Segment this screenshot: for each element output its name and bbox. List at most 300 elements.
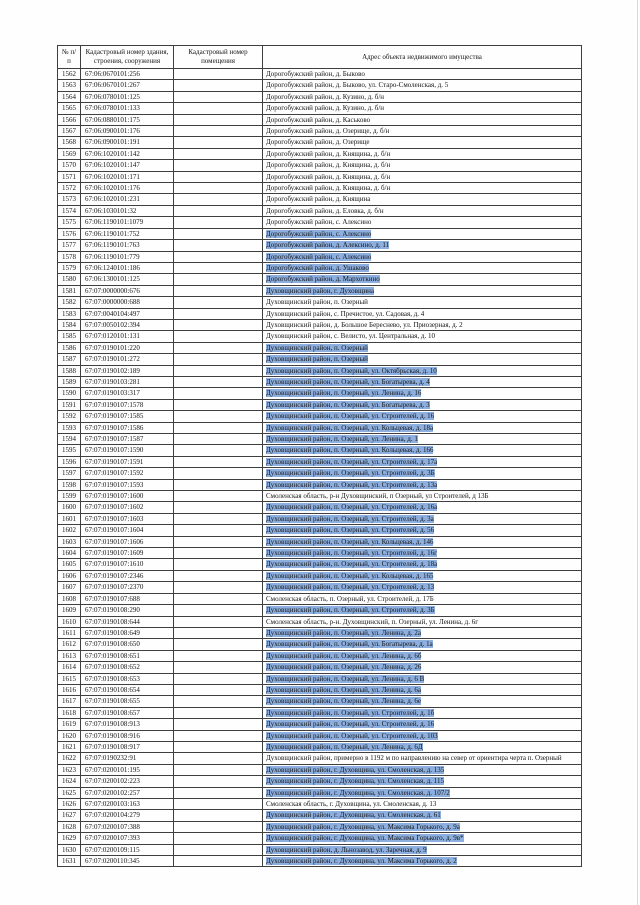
- cell-num: 1623: [58, 764, 81, 775]
- cell-cad-building: 67:07:0190107:1585: [81, 411, 174, 422]
- table-row: [58, 217, 582, 228]
- scan-edge-line: [637, 0, 638, 905]
- cell-cad-building: 67:07:0190107:688: [81, 593, 174, 604]
- cell-cad-room: [174, 262, 263, 273]
- cell-cad-building: 67:07:0190232:91: [81, 753, 174, 764]
- cell-cad-building: 67:06:0900101:176: [81, 126, 174, 137]
- cell-cad-room: [174, 627, 263, 638]
- table-row: [58, 753, 582, 764]
- cell-cad-building: 67:07:0190107:1590: [81, 445, 174, 456]
- cell-address: [263, 673, 582, 684]
- cell-num: 1631: [58, 856, 81, 867]
- cell-cad-building: 67:07:0190107:1606: [81, 536, 174, 547]
- cell-cad-building: 67:07:0190107:1610: [81, 559, 174, 570]
- table-row: [58, 662, 582, 673]
- cell-address: Дорогобужский район, д. Озерище, д. б/н: [263, 126, 582, 137]
- cell-cad-room: [174, 137, 263, 148]
- highlighted-address-text: Духовщинский район, п. Озерный: [266, 355, 368, 364]
- cell-cad-room: [174, 707, 263, 718]
- cell-cad-room: [174, 548, 263, 559]
- cell-num: 1601: [58, 513, 81, 524]
- cell-cad-room: [174, 422, 263, 433]
- cell-num: 1589: [58, 376, 81, 387]
- table-row: [58, 719, 582, 730]
- cell-cad-room: [174, 536, 263, 547]
- table-row: [58, 376, 582, 387]
- cell-address: [263, 285, 582, 296]
- cell-cad-room: [174, 160, 263, 171]
- highlighted-address-text: Духовщинский район, п. Озерный, ул. Строителей, д. 17а: [266, 457, 438, 466]
- highlighted-address-text: Духовщинский район, п. Озерный, ул. Ленина, д. 6Д: [266, 742, 423, 751]
- cell-num: 1562: [58, 69, 81, 80]
- cell-cad-building: 67:07:0190101:220: [81, 342, 174, 353]
- cell-address: [263, 399, 582, 410]
- cell-cad-room: [174, 662, 263, 673]
- cell-cad-room: [174, 456, 263, 467]
- cell-address: [263, 422, 582, 433]
- cell-address: [263, 764, 582, 775]
- cell-cad-building: 67:07:0190103:317: [81, 388, 174, 399]
- cell-address: [263, 354, 582, 365]
- cell-address: [263, 240, 582, 251]
- cell-address: [263, 228, 582, 239]
- table-row: [58, 434, 582, 445]
- cell-cad-building: 67:07:0190108:644: [81, 616, 174, 627]
- cell-num: 1613: [58, 650, 81, 661]
- cell-cad-room: [174, 764, 263, 775]
- cell-cad-building: 67:06:1020101:231: [81, 194, 174, 205]
- cell-num: 1602: [58, 525, 81, 536]
- cell-cad-room: [174, 251, 263, 262]
- cell-num: 1585: [58, 331, 81, 342]
- cell-address: Дорогобужский район, д. Еловка, д. б/н: [263, 205, 582, 216]
- cell-cad-room: [174, 799, 263, 810]
- cell-address: Смоленская область, р-н. Духовщинский, п. Озерный, ул. Ленина, д. 6г: [263, 616, 582, 627]
- table-row: [58, 240, 582, 251]
- cell-cad-building: 67:06:0670101:267: [81, 80, 174, 91]
- cell-address: [263, 274, 582, 285]
- cell-cad-building: 67:07:0190107:1600: [81, 491, 174, 502]
- cell-cad-room: [174, 411, 263, 422]
- cell-cad-room: [174, 605, 263, 616]
- table-row: [58, 650, 582, 661]
- cell-address: [263, 833, 582, 844]
- cell-cad-room: [174, 616, 263, 627]
- cell-address: [263, 787, 582, 798]
- cell-cad-building: 67:07:0190108:654: [81, 684, 174, 695]
- cell-num: 1563: [58, 80, 81, 91]
- cell-num: 1587: [58, 354, 81, 365]
- cell-cad-room: [174, 776, 263, 787]
- cell-cad-building: 67:06:1190101:752: [81, 228, 174, 239]
- cell-address: [263, 388, 582, 399]
- table-row: [58, 491, 582, 502]
- cell-num: 1579: [58, 262, 81, 273]
- cell-num: 1626: [58, 799, 81, 810]
- cell-num: 1592: [58, 411, 81, 422]
- table-row: [58, 354, 582, 365]
- cell-cad-building: 67:07:0190107:1587: [81, 434, 174, 445]
- cell-cad-building: 67:07:0190107:1591: [81, 456, 174, 467]
- cell-num: 1599: [58, 491, 81, 502]
- cell-cad-building: 67:07:0190108:652: [81, 662, 174, 673]
- cell-cad-room: [174, 342, 263, 353]
- cell-cad-room: [174, 194, 263, 205]
- cell-num: 1607: [58, 582, 81, 593]
- cell-address: Духовщинский район, с. Велисто, ул. Центральная, д. 10: [263, 331, 582, 342]
- cell-cad-building: 67:07:0200102:223: [81, 776, 174, 787]
- table-row: [58, 285, 582, 296]
- highlighted-address-text: Духовщинский район, п. Озерный, ул. Строителей, д. 3Б: [266, 606, 435, 615]
- cell-address: Дорогобужский район, д. Кузино, д. б/н: [263, 91, 582, 102]
- cell-cad-building: 67:07:0200109:115: [81, 844, 174, 855]
- table-row: [58, 730, 582, 741]
- cell-num: 1618: [58, 707, 81, 718]
- cell-cad-room: [174, 650, 263, 661]
- cell-cad-building: 67:07:0190108:655: [81, 696, 174, 707]
- cell-cad-room: [174, 103, 263, 114]
- cell-address: [263, 730, 582, 741]
- cell-cad-building: 67:06:1020101:176: [81, 183, 174, 194]
- cell-address: [263, 479, 582, 490]
- highlighted-address-text: Духовщинский район, п. Озерный, ул. Ленина, д. 26: [266, 663, 422, 672]
- cell-cad-room: [174, 570, 263, 581]
- cell-num: 1615: [58, 673, 81, 684]
- header-num: № п/п: [58, 46, 81, 69]
- cell-cad-room: [174, 525, 263, 536]
- cell-cad-building: 67:06:0780101:125: [81, 91, 174, 102]
- cell-cad-room: [174, 354, 263, 365]
- cell-cad-room: [174, 787, 263, 798]
- cell-address: [263, 707, 582, 718]
- cell-address: [263, 251, 582, 262]
- cell-num: 1630: [58, 844, 81, 855]
- highlighted-address-text: Духовщинский район, п. Озерный: [266, 343, 368, 352]
- cell-cad-building: 67:07:0190107:1604: [81, 525, 174, 536]
- table-row: [58, 856, 582, 867]
- highlighted-address-text: Духовщинский район, п. Озерный, ул. Строителей, д. 16: [266, 720, 435, 729]
- highlighted-address-text: Духовщинский район, п. Озерный, ул. Ленина, д. 1: [266, 435, 418, 443]
- cell-address: [263, 662, 582, 673]
- cell-cad-building: 67:07:0190103:281: [81, 376, 174, 387]
- cell-num: 1577: [58, 240, 81, 251]
- cell-address: Духовщинский район, п. Озерный: [263, 297, 582, 308]
- cell-cad-building: 67:06:1020101:142: [81, 148, 174, 159]
- table-row: [58, 319, 582, 330]
- cell-cad-room: [174, 205, 263, 216]
- cell-num: 1611: [58, 627, 81, 638]
- cell-address: [263, 468, 582, 479]
- cell-cad-building: 67:06:0900101:191: [81, 137, 174, 148]
- table-row: [58, 365, 582, 376]
- highlighted-address-text: Духовщинский район, п. Озерный, ул. Строителей, д. 1б: [266, 708, 435, 717]
- table-row: [58, 548, 582, 559]
- cell-cad-building: 67:07:0190108:649: [81, 627, 174, 638]
- table-body: [58, 69, 582, 867]
- table-row: [58, 91, 582, 102]
- highlighted-address-text: Духовщинский район, п. Озерный, ул. Ленина, д. 16: [266, 389, 422, 398]
- table-row: [58, 194, 582, 205]
- cell-cad-building: 67:07:0000000:688: [81, 297, 174, 308]
- highlighted-address-text: Духовщинский район, г. Духовщина: [266, 286, 374, 295]
- highlighted-address-text: Духовщинский район, г. Духовщина, ул. Максима Горького, д. 2: [266, 857, 457, 866]
- cell-num: 1625: [58, 787, 81, 798]
- highlighted-address-text: Духовщинский район, п. Озерный, ул. Ленина, д. 6 В: [266, 674, 425, 683]
- cell-num: 1596: [58, 456, 81, 467]
- cell-num: 1586: [58, 342, 81, 353]
- table-row: [58, 422, 582, 433]
- cell-num: 1591: [58, 399, 81, 410]
- cell-num: 1576: [58, 228, 81, 239]
- cell-address: Дорогобужский район, д. Княщина: [263, 194, 582, 205]
- cell-num: 1620: [58, 730, 81, 741]
- cell-address: [263, 821, 582, 832]
- table-row: [58, 525, 582, 536]
- cell-address: [263, 502, 582, 513]
- cell-address: Смоленская область, р-н Духовщинский, п Озерный, ул Строителей, д 13Б: [263, 491, 582, 502]
- cell-cad-building: 67:07:0190108:650: [81, 639, 174, 650]
- cell-cad-room: [174, 91, 263, 102]
- cell-num: 1567: [58, 126, 81, 137]
- cell-cad-room: [174, 297, 263, 308]
- cell-cad-building: 67:06:0880101:175: [81, 114, 174, 125]
- table-row: [58, 468, 582, 479]
- table-row: [58, 80, 582, 91]
- cell-cad-building: 67:07:0190107:1593: [81, 479, 174, 490]
- table-row: [58, 411, 582, 422]
- cell-cad-room: [174, 388, 263, 399]
- table-row: [58, 582, 582, 593]
- table-row: [58, 262, 582, 273]
- highlighted-address-text: Духовщинский район, п. Озерный, ул. Октябрьская, д. 10: [266, 366, 437, 375]
- highlighted-address-text: Духовщинский район, п. Озерный, ул. Строителей, д. 103: [266, 731, 438, 740]
- highlighted-address-text: Духовщинский район, п. Озерный, ул. Строителей, д. 16а: [266, 503, 438, 512]
- highlighted-address-text: Духовщинский район, п. Озерный, ул. Строителей, д. 56: [266, 526, 435, 535]
- table-row: [58, 160, 582, 171]
- cell-address: [263, 376, 582, 387]
- cell-cad-room: [174, 593, 263, 604]
- cell-num: 1580: [58, 274, 81, 285]
- cell-cad-building: 67:07:0190108:916: [81, 730, 174, 741]
- cell-address: Дорогобужский район, с. Алексино: [263, 217, 582, 228]
- table-row: [58, 103, 582, 114]
- cell-cad-building: 67:07:0190108:913: [81, 719, 174, 730]
- highlighted-address-text: Духовщинский район, п. Озерный, ул. Кольцевая, д. 18а: [266, 423, 434, 432]
- cell-cad-building: 67:07:0190107:1592: [81, 468, 174, 479]
- cell-address: Духовщинский район, с. Пречистое, ул. Садовая, д. 4: [263, 308, 582, 319]
- cell-cad-room: [174, 148, 263, 159]
- cell-cad-building: 67:07:0200110:345: [81, 856, 174, 867]
- highlighted-address-text: Духовщинский район, п. Озерный, ул. Кольцевая, д. 146: [266, 537, 434, 546]
- cell-address: Духовщинский район, примерно в 1192 м по направлению на север от ориентира черта п. Озерный: [263, 753, 582, 764]
- highlighted-address-text: Дорогобужский район, д. Алексино, д. 11: [266, 241, 390, 250]
- highlighted-address-text: Духовщинский район, п. Озерный, ул. Ленина, д. 2а: [266, 628, 421, 637]
- cell-cad-building: 67:07:0190107:1586: [81, 422, 174, 433]
- table-row: [58, 205, 582, 216]
- cell-cad-building: 67:07:0190107:1602: [81, 502, 174, 513]
- cell-num: 1610: [58, 616, 81, 627]
- table-row: [58, 502, 582, 513]
- cell-cad-room: [174, 69, 263, 80]
- cell-num: 1582: [58, 297, 81, 308]
- cell-cad-room: [174, 171, 263, 182]
- header-cad-building: Кадастровый номер здания, строения, сооружения: [81, 46, 174, 69]
- cell-cad-building: 67:07:0190107:1609: [81, 548, 174, 559]
- cell-address: [263, 342, 582, 353]
- highlighted-address-text: Духовщинский район, п. Озерный, ул. Строителей, д. 16: [266, 412, 435, 421]
- cell-cad-building: 67:06:1240101:186: [81, 262, 174, 273]
- cell-cad-building: 67:07:0120101:131: [81, 331, 174, 342]
- cell-num: 1572: [58, 183, 81, 194]
- cell-cad-room: [174, 730, 263, 741]
- cell-cad-room: [174, 434, 263, 445]
- cell-num: 1584: [58, 319, 81, 330]
- cell-num: 1621: [58, 741, 81, 752]
- cell-num: 1622: [58, 753, 81, 764]
- cell-address: [263, 548, 582, 559]
- cell-num: 1583: [58, 308, 81, 319]
- cell-num: 1609: [58, 605, 81, 616]
- cell-cad-room: [174, 491, 263, 502]
- cell-cad-building: 67:07:0200104:279: [81, 810, 174, 821]
- table-row: [58, 821, 582, 832]
- table-row: [58, 559, 582, 570]
- registry-table: [57, 45, 582, 867]
- cell-cad-building: 67:06:1030101:32: [81, 205, 174, 216]
- header-address: Адрес объекта недвижимого имущества: [263, 46, 582, 69]
- cell-num: 1578: [58, 251, 81, 262]
- cell-address: [263, 844, 582, 855]
- table-row: [58, 570, 582, 581]
- cell-cad-room: [174, 684, 263, 695]
- cell-address: Дорогобужский район, д. Княщина, д. б/н: [263, 183, 582, 194]
- cell-cad-room: [174, 719, 263, 730]
- table-row: [58, 137, 582, 148]
- table-row: [58, 274, 582, 285]
- cell-address: [263, 684, 582, 695]
- cell-cad-room: [174, 399, 263, 410]
- cell-cad-building: 67:07:0190101:272: [81, 354, 174, 365]
- table-row: [58, 616, 582, 627]
- cell-address: [263, 605, 582, 616]
- cell-cad-room: [174, 844, 263, 855]
- highlighted-address-text: Духовщинский район, п. Озерный, ул. Богатырева, д. 1а: [266, 640, 433, 649]
- cell-address: Дорогобужский район, д. Княщина, д. б/н: [263, 148, 582, 159]
- cell-address: [263, 570, 582, 581]
- cell-address: [263, 650, 582, 661]
- cell-address: [263, 365, 582, 376]
- highlighted-address-text: Духовщинский район, п. Озерный, ул. Строителей, д. 13а: [266, 480, 438, 489]
- cell-cad-room: [174, 376, 263, 387]
- cell-num: 1574: [58, 205, 81, 216]
- table-row: [58, 627, 582, 638]
- cell-num: 1569: [58, 148, 81, 159]
- highlighted-address-text: Духовщинский район, г. Духовщина, ул. Смоленская, д. 135: [266, 765, 445, 774]
- cell-num: 1570: [58, 160, 81, 171]
- highlighted-address-text: Духовщинский район, п. Озерный, ул. Строителей, д. 3Б: [266, 469, 435, 478]
- cell-cad-building: 67:07:0200102:257: [81, 787, 174, 798]
- cell-cad-room: [174, 810, 263, 821]
- cell-address: [263, 513, 582, 524]
- cell-address: [263, 411, 582, 422]
- table-row: [58, 114, 582, 125]
- highlighted-address-text: Духовщинский район, г. Духовщина, ул. Максима Горького, д. 9в*: [266, 834, 464, 843]
- cell-num: 1595: [58, 445, 81, 456]
- table-row: [58, 684, 582, 695]
- cell-address: Дорогобужский район, д. Быково: [263, 69, 582, 80]
- cell-cad-building: 67:07:0190107:1603: [81, 513, 174, 524]
- cell-cad-room: [174, 80, 263, 91]
- cell-cad-room: [174, 639, 263, 650]
- cell-num: 1616: [58, 684, 81, 695]
- cell-cad-building: 67:07:0190108:290: [81, 605, 174, 616]
- highlighted-address-text: Дорогобужский район, с. Алексино: [266, 252, 372, 261]
- highlighted-address-text: Духовщинский район, п. Озерный, ул. Кольцевая, д. 165: [266, 571, 434, 580]
- cell-num: 1617: [58, 696, 81, 707]
- cell-address: Дорогобужский район, д. Княщина, д. б/н: [263, 160, 582, 171]
- table-row: [58, 776, 582, 787]
- highlighted-address-text: Духовщинский район, п. Озерный, ул. Строителей, д. 3а: [266, 514, 434, 523]
- table-row: [58, 605, 582, 616]
- cell-num: 1606: [58, 570, 81, 581]
- cell-address: [263, 696, 582, 707]
- cell-address: [263, 639, 582, 650]
- cell-num: 1590: [58, 388, 81, 399]
- table-row: [58, 331, 582, 342]
- cell-cad-building: 67:07:0190108:917: [81, 741, 174, 752]
- table-row: [58, 764, 582, 775]
- cell-cad-room: [174, 365, 263, 376]
- cell-num: 1608: [58, 593, 81, 604]
- table-row: [58, 810, 582, 821]
- cell-num: 1604: [58, 548, 81, 559]
- table-row: [58, 536, 582, 547]
- cell-cad-room: [174, 833, 263, 844]
- cell-cad-room: [174, 696, 263, 707]
- cell-cad-room: [174, 319, 263, 330]
- cell-address: [263, 525, 582, 536]
- table-row: [58, 342, 582, 353]
- cell-cad-building: 67:07:0190108:657: [81, 707, 174, 718]
- cell-num: 1594: [58, 434, 81, 445]
- cell-num: 1597: [58, 468, 81, 479]
- cell-cad-building: 67:06:1190101:763: [81, 240, 174, 251]
- cell-cad-building: 67:07:0200107:388: [81, 821, 174, 832]
- cell-cad-building: 67:07:0190107:2346: [81, 570, 174, 581]
- cell-address: [263, 434, 582, 445]
- cell-num: 1614: [58, 662, 81, 673]
- cell-address: Дорогобужский район, д. Озерище: [263, 137, 582, 148]
- cell-cad-building: 67:06:1020101:147: [81, 160, 174, 171]
- highlighted-address-text: Духовщинский район, п. Озерный, ул. Строителей, д. 13: [266, 583, 435, 592]
- cell-cad-room: [174, 856, 263, 867]
- cell-num: 1566: [58, 114, 81, 125]
- cell-address: [263, 741, 582, 752]
- cell-cad-room: [174, 240, 263, 251]
- cell-cad-building: 67:07:0190107:2370: [81, 582, 174, 593]
- cell-cad-room: [174, 183, 263, 194]
- cell-cad-room: [174, 126, 263, 137]
- cell-cad-building: 67:06:1020101:171: [81, 171, 174, 182]
- cell-cad-room: [174, 331, 263, 342]
- highlighted-address-text: Духовщинский район, г. Духовщина, ул. Смоленская, д. 115: [266, 777, 444, 786]
- cell-address: Дорогобужский район, д. Кузино, д. б/н: [263, 103, 582, 114]
- highlighted-address-text: Дорогобужский район, с. Алексино: [266, 229, 372, 238]
- cell-address: Смоленская область, п. Озерный, ул. Строителей, д. 17Б: [263, 593, 582, 604]
- table-row: [58, 799, 582, 810]
- table-row: [58, 126, 582, 137]
- cell-cad-room: [174, 228, 263, 239]
